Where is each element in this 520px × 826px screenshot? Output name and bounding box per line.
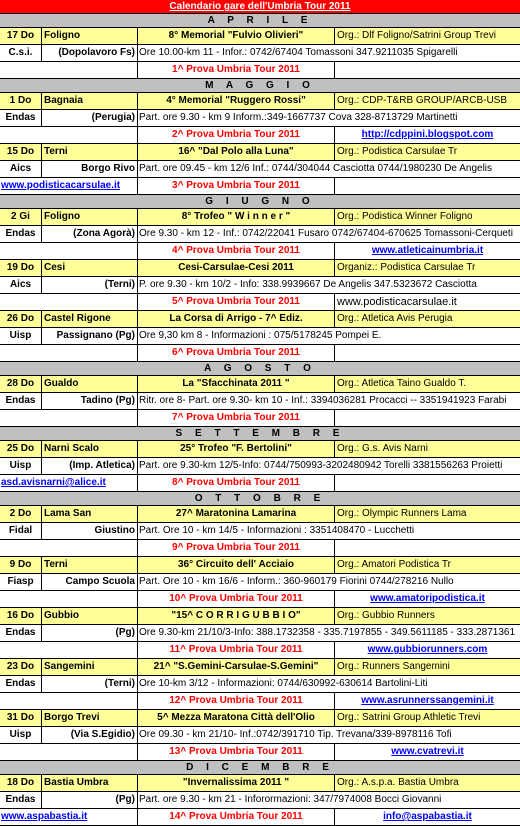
event-body: Endas — [0, 625, 42, 641]
prova-label: 10^ Prova Umbria Tour 2011 — [138, 591, 335, 607]
prova-label: 8^ Prova Umbria Tour 2011 — [138, 475, 335, 491]
event-organizer: Organiz.: Podistica Carsulae Tr — [337, 262, 476, 273]
event-link-left — [0, 243, 138, 259]
month-header: D I C E M B R E — [0, 761, 520, 775]
event-location-detail: (Via S.Egidio) — [42, 727, 138, 743]
event-info-row — [0, 328, 520, 345]
event-name: 4° Memorial "Ruggero Rossi" — [138, 93, 335, 109]
event-location-detail: (Perugia) — [42, 110, 138, 126]
event-date: 26 Do — [0, 311, 42, 327]
event-title-row — [0, 441, 520, 458]
event-website-link[interactable]: www.cvatrevi.it — [391, 746, 464, 757]
event-website-link[interactable]: www.amatoripodistica.it — [370, 593, 485, 604]
event-place: Foligno — [42, 28, 138, 44]
event-link-right — [335, 345, 520, 361]
event-organizer: Org.: Olympic Runners Lama — [337, 508, 467, 519]
event-location-detail: (Imp. Atletica) — [42, 458, 138, 474]
event-info-row — [0, 574, 520, 591]
event-organizer: Org.: A.s.p.a. Bastia Umbra — [337, 777, 459, 788]
event-info-row — [0, 45, 520, 62]
event-link-right — [335, 809, 520, 825]
event-place: Castel Rigone — [42, 311, 138, 327]
prova-label: 2^ Prova Umbria Tour 2011 — [138, 127, 335, 143]
event-place: Borgo Trevi — [42, 710, 138, 726]
event-prova-row — [0, 294, 520, 311]
event-name: La Corsa di Arrigo - 7^ Ediz. — [138, 311, 335, 327]
event-info: Ore 9.30 - km 12 - Inf.: 0742/22041 Fusaro 0742/67404-670625 Tomassoni-Cerqueti — [139, 228, 513, 239]
event-link-right — [335, 62, 520, 78]
event-website-link[interactable]: www.podisticacarsulae.it — [1, 180, 121, 191]
event-prova-row — [0, 475, 520, 492]
event-link-right — [335, 475, 520, 491]
event-name: 25° Trofeo "F. Bertolini" — [138, 441, 335, 457]
event-prova-row — [0, 345, 520, 362]
event-body: Endas — [0, 110, 42, 126]
event-link-left — [0, 345, 138, 361]
event-location-detail: (Zona Agorà) — [42, 226, 138, 242]
event-link-right — [335, 410, 520, 426]
event-body: Uisp — [0, 727, 42, 743]
event-place: Foligno — [42, 209, 138, 225]
event-name: 5^ Mezza Maratona Città dell'Olio — [138, 710, 335, 726]
event-link-left — [0, 178, 138, 194]
prova-label: 1^ Prova Umbria Tour 2011 — [138, 62, 335, 78]
event-info-row — [0, 792, 520, 809]
event-date: 19 Do — [0, 260, 42, 276]
event-organizer: Org.: CDP-T&RB GROUP/ARCB-USB — [337, 95, 508, 106]
prova-label: 3^ Prova Umbria Tour 2011 — [138, 178, 335, 194]
event-location-detail: (Pg) — [42, 625, 138, 641]
event-body: Aics — [0, 161, 42, 177]
event-prova-row — [0, 410, 520, 427]
event-location-detail: Passignano (Pg) — [42, 328, 138, 344]
event-organizer: Org.: G.s. Avis Narni — [337, 443, 428, 454]
event-prova-row — [0, 540, 520, 557]
prova-label: 6^ Prova Umbria Tour 2011 — [138, 345, 335, 361]
event-info: Ore 9.30-km 21/10/3-Info: 388.1732358 - 335.7197855 - 349.5611185 - 333.2871361 — [139, 627, 516, 638]
event-prova-row — [0, 127, 520, 144]
event-link-right — [335, 591, 520, 607]
event-website-link[interactable]: asd.avisnarni@alice.it — [1, 477, 106, 488]
event-info-row — [0, 625, 520, 642]
event-website-link[interactable]: http://cdppini.blogspot.com — [361, 129, 494, 140]
event-name: La "Sfacchinata 2011 " — [138, 376, 335, 392]
event-body: Fiasp — [0, 574, 42, 590]
event-name: 21^ "S.Gemini-Carsulae-S.Gemini" — [138, 659, 335, 675]
event-info: Part. ore 9.30-km 12/5-Info: 0744/750993-3202480942 Torelli 3381556263 Proietti — [139, 460, 503, 471]
prova-label: 14^ Prova Umbria Tour 2011 — [138, 809, 335, 825]
event-body: Endas — [0, 393, 42, 409]
event-date: 16 Do — [0, 608, 42, 624]
event-date: 28 Do — [0, 376, 42, 392]
event-date: 2 Gi — [0, 209, 42, 225]
event-info-row — [0, 277, 520, 294]
event-place: Lama San — [42, 506, 138, 522]
event-organizer: Org.: Atletica Taino Gualdo T. — [337, 378, 467, 389]
event-location-detail: Borgo Rivo — [42, 161, 138, 177]
event-date: 25 Do — [0, 441, 42, 457]
event-link-right — [335, 693, 520, 709]
calendar-table — [0, 14, 520, 826]
prova-label: 4^ Prova Umbria Tour 2011 — [138, 243, 335, 259]
event-date: 18 Do — [0, 775, 42, 791]
event-organizer: Org.: Amatori Podistica Tr — [337, 559, 451, 570]
month-header: S E T T E M B R E — [0, 427, 520, 441]
event-title-row — [0, 93, 520, 110]
event-name: 8° Memorial "Fulvio Olivieri" — [138, 28, 335, 44]
event-link-left — [0, 127, 138, 143]
event-link-left — [0, 410, 138, 426]
event-title-row — [0, 557, 520, 574]
event-link-right — [335, 540, 520, 556]
event-website-link[interactable]: info@aspabastia.it — [383, 811, 472, 822]
event-prova-row — [0, 591, 520, 608]
event-info: Part. ore 9.30 - km 21 - Inforormazioni: 347/7974008 Bocci Giovanni — [139, 794, 442, 805]
month-header: A P R I L E — [0, 14, 520, 28]
event-name: "15^ C O R R I G U B B I O" — [138, 608, 335, 624]
event-title-row — [0, 506, 520, 523]
event-place: Bagnaia — [42, 93, 138, 109]
event-name: "Invernalissima 2011 " — [138, 775, 335, 791]
event-organizer: Org.: Podistica Winner Foligno — [337, 211, 473, 222]
event-place: Cesi — [42, 260, 138, 276]
event-date: 31 Do — [0, 710, 42, 726]
event-link-right — [335, 243, 520, 259]
event-date: 1 Do — [0, 93, 42, 109]
event-link-right — [335, 178, 520, 194]
event-link-right — [335, 294, 520, 310]
event-body: Endas — [0, 226, 42, 242]
event-title-row — [0, 659, 520, 676]
month-header: G I U G N O — [0, 195, 520, 209]
event-info: P. ore 9.30 - km 10/2 - Info: 338.9939667 De Angelis 347.5323672 Casciotta — [139, 279, 477, 290]
event-date: 23 Do — [0, 659, 42, 675]
event-info-row — [0, 161, 520, 178]
event-organizer: Org.: Satrini Group Athletic Trevi — [337, 712, 481, 723]
event-info: Ore 10-km 3/12 - Informazioni: 0744/630992-630614 Bartolini-Liti — [139, 678, 428, 689]
event-location-detail: Campo Scuola — [42, 574, 138, 590]
event-info: Ritr. ore 8- Part. ore 9.30- km 10 - Inf.: 3394036281 Procacci -- 3351941923 Farabi — [139, 395, 507, 406]
event-link-right — [335, 642, 520, 658]
event-place: Bastia Umbra — [42, 775, 138, 791]
prova-label: 12^ Prova Umbria Tour 2011 — [138, 693, 335, 709]
event-prova-row — [0, 809, 520, 826]
event-link-left — [0, 294, 138, 310]
event-info-row — [0, 226, 520, 243]
event-location-detail: Tadino (Pg) — [42, 393, 138, 409]
event-info-row — [0, 393, 520, 410]
event-date: 9 Do — [0, 557, 42, 573]
event-organizer: Org.: Podistica Carsulae Tr — [337, 146, 458, 157]
event-info: Ore 09.30 - km 21/10- Inf.:0742/391710 Tip. Trevana/339-8978116 Tofi — [139, 729, 452, 740]
event-info: Part. Ore 10 - km 16/6 - Inform.: 360-960179 Fiorini 0744/278216 Nullo — [139, 576, 454, 587]
prova-label: 7^ Prova Umbria Tour 2011 — [138, 410, 335, 426]
event-link-right — [335, 127, 520, 143]
event-place: Gualdo — [42, 376, 138, 392]
event-location-detail: Giustino — [42, 523, 138, 539]
event-place: Gubbio — [42, 608, 138, 624]
event-body: C.s.i. — [0, 45, 42, 61]
event-date: 15 Do — [0, 144, 42, 160]
event-body: Endas — [0, 676, 42, 692]
event-place: Terni — [42, 144, 138, 160]
event-date: 2 Do — [0, 506, 42, 522]
event-title-row — [0, 144, 520, 161]
event-website-link[interactable]: www.atleticainumbria.it — [371, 245, 484, 256]
event-location-detail: (Pg) — [42, 792, 138, 808]
event-name: Cesi-Carsulae-Cesi 2011 — [138, 260, 335, 276]
event-body: Uisp — [0, 458, 42, 474]
month-header: A G O S T O — [0, 362, 520, 376]
event-organizer: Org.: Atletica Avis Perugia — [337, 313, 453, 324]
event-website-link[interactable]: www.asrunnerssangemini.it — [361, 695, 494, 706]
event-website-link[interactable]: www.aspabastia.it — [1, 811, 88, 822]
event-info: Ore 9,30 km 8 - Informazioni : 075/5178245 Pompei E. — [139, 330, 382, 341]
event-link-left — [0, 642, 138, 658]
event-place: Terni — [42, 557, 138, 573]
event-info: Part. ore 9.30 - km 9 Inform.:349-1667737 Cova 328-8713729 Martinetti — [139, 112, 458, 123]
prova-label: 11^ Prova Umbria Tour 2011 — [138, 642, 335, 658]
event-title-row — [0, 376, 520, 393]
event-place: Sangemini — [42, 659, 138, 675]
event-prova-row — [0, 693, 520, 710]
event-title-row — [0, 608, 520, 625]
event-title-row — [0, 775, 520, 792]
event-prova-row — [0, 243, 520, 260]
prova-label: 5^ Prova Umbria Tour 2011 — [138, 294, 335, 310]
event-name: 36° Circuito dell' Acciaio — [138, 557, 335, 573]
event-organizer: Org.: Gubbio Runners — [337, 610, 435, 621]
event-location-detail: (Dopolavoro Fs) — [42, 45, 138, 61]
event-info: Part. ore 09.45 - km 12/6 Inf.: 0744/304044 Casciotta 0744/1980230 De Angelis — [139, 163, 493, 174]
event-link-left — [0, 475, 138, 491]
event-link-left — [0, 540, 138, 556]
event-website-text: www.podisticacarsulae.it — [337, 296, 457, 308]
event-prova-row — [0, 62, 520, 79]
event-link-left — [0, 744, 138, 760]
prova-label: 9^ Prova Umbria Tour 2011 — [138, 540, 335, 556]
event-location-detail: (Terni) — [42, 277, 138, 293]
event-prova-row — [0, 178, 520, 195]
event-info: Ore 10.00-km 11 - Infor.: 0742/67404 Tomassoni 347.9211035 Spigarelli — [139, 47, 458, 58]
event-name: 16^ "Dal Polo alla Luna" — [138, 144, 335, 160]
event-title-row — [0, 311, 520, 328]
event-organizer: Org.: Dlf Foligno/Satrini Group Trevi — [337, 30, 496, 41]
page-title: Calendario gare dell'Umbria Tour 2011 — [0, 0, 520, 14]
event-info-row — [0, 458, 520, 475]
event-website-link[interactable]: www.gubbiorunners.com — [367, 644, 488, 655]
event-title-row — [0, 710, 520, 727]
event-link-left — [0, 62, 138, 78]
event-link-left — [0, 809, 138, 825]
event-date: 17 Do — [0, 28, 42, 44]
event-info: Part. Ore 10 - km 14/5 - Informazioni : 3351408470 - Lucchetti — [139, 525, 415, 536]
event-title-row — [0, 28, 520, 45]
event-name: 8° Trofeo " W i n n e r " — [138, 209, 335, 225]
event-place: Narni Scalo — [42, 441, 138, 457]
event-link-left — [0, 591, 138, 607]
month-header: O T T O B R E — [0, 492, 520, 506]
event-link-left — [0, 693, 138, 709]
event-name: 27^ Maratonina Lamarina — [138, 506, 335, 522]
event-prova-row — [0, 642, 520, 659]
event-info-row — [0, 676, 520, 693]
event-body: Endas — [0, 792, 42, 808]
event-info-row — [0, 523, 520, 540]
month-header: M A G G I O — [0, 79, 520, 93]
event-body: Uisp — [0, 328, 42, 344]
event-title-row — [0, 209, 520, 226]
prova-label: 13^ Prova Umbria Tour 2011 — [138, 744, 335, 760]
event-organizer: Org.: Runners Sangemini — [337, 661, 450, 672]
event-info-row — [0, 727, 520, 744]
event-link-right — [335, 744, 520, 760]
event-location-detail: (Terni) — [42, 676, 138, 692]
event-title-row — [0, 260, 520, 277]
event-body: Fidal — [0, 523, 42, 539]
event-info-row — [0, 110, 520, 127]
event-body: Aics — [0, 277, 42, 293]
